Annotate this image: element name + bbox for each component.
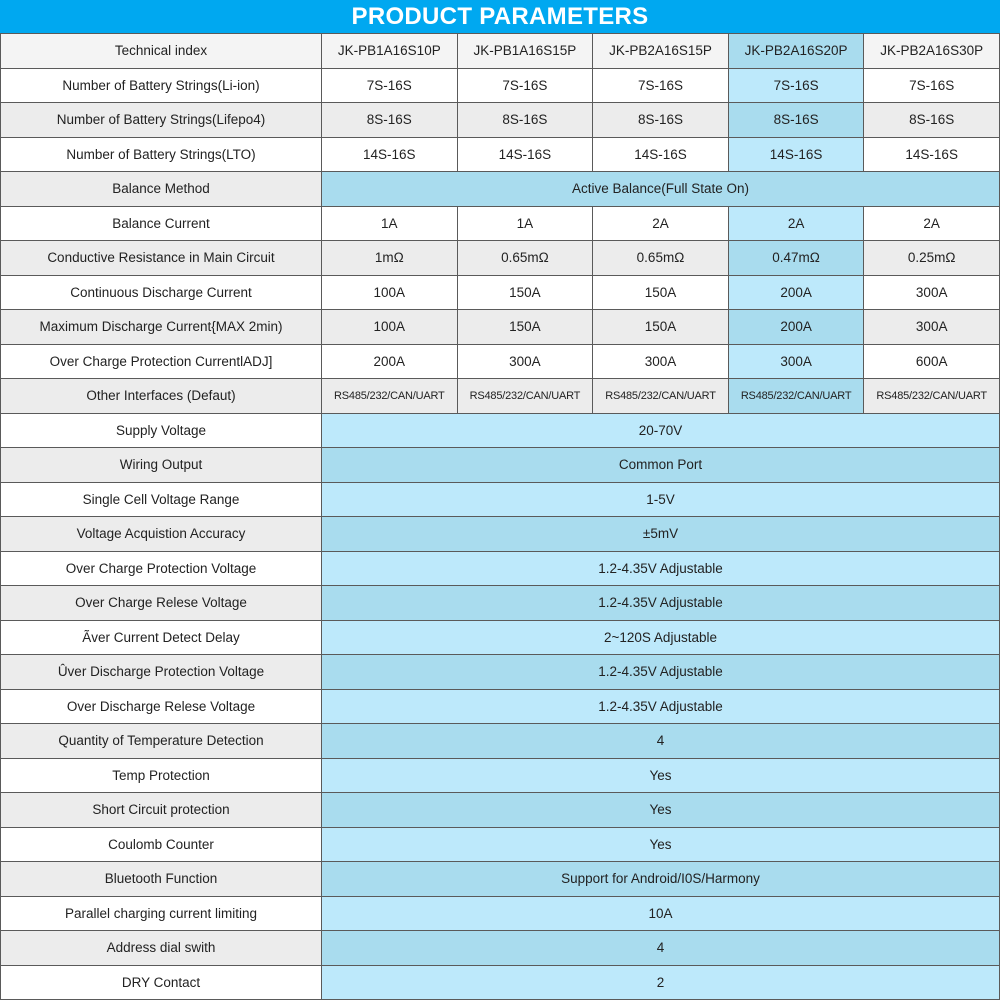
model-column-header: JK-PB2A16S15P: [593, 34, 729, 69]
row-label: Supply Voltage: [1, 413, 322, 448]
row-label: Short Circuit protection: [1, 793, 322, 828]
table-cell: 8S-16S: [457, 103, 593, 138]
table-cell: 8S-16S: [593, 103, 729, 138]
model-column-header: JK-PB2A16S30P: [864, 34, 1000, 69]
table-cell: 0.47mΩ: [728, 241, 864, 276]
row-label: Number of Battery Strings(Lifepo4): [1, 103, 322, 138]
shared-value-cell: Common Port: [322, 448, 1000, 483]
table-cell: 100A: [322, 310, 458, 345]
row-label: Ãver Current Detect Delay: [1, 620, 322, 655]
table-cell: 7S-16S: [864, 68, 1000, 103]
table-cell: 200A: [322, 344, 458, 379]
table-row: [1, 896, 1000, 931]
table-cell: 1mΩ: [322, 241, 458, 276]
table-row: [1, 655, 1000, 690]
table-cell: 1A: [322, 206, 458, 241]
shared-value-cell: 2: [322, 965, 1000, 1000]
table-row: [1, 965, 1000, 1000]
row-label: Voltage Acquistion Accuracy: [1, 517, 322, 552]
table-row: [1, 310, 1000, 345]
row-label: Over Discharge Relese Voltage: [1, 689, 322, 724]
row-label: Balance Method: [1, 172, 322, 207]
row-label: Over Charge Protection Voltage: [1, 551, 322, 586]
table-cell: 300A: [728, 344, 864, 379]
row-label: Wiring Output: [1, 448, 322, 483]
table-cell: 0.25mΩ: [864, 241, 1000, 276]
table-cell: 200A: [728, 275, 864, 310]
table-cell: 7S-16S: [322, 68, 458, 103]
table-cell: 200A: [728, 310, 864, 345]
model-column-header-highlighted: JK-PB2A16S20P: [728, 34, 864, 69]
table-cell: 14S-16S: [322, 137, 458, 172]
table-row: [1, 379, 1000, 414]
table-row: [1, 620, 1000, 655]
table-cell: 14S-16S: [457, 137, 593, 172]
table-row: [1, 827, 1000, 862]
table-cell: 7S-16S: [728, 68, 864, 103]
row-label: Coulomb Counter: [1, 827, 322, 862]
row-label: Maximum Discharge Current{MAX 2min): [1, 310, 322, 345]
shared-value-cell: 1.2-4.35V Adjustable: [322, 689, 1000, 724]
shared-value-cell: 1.2-4.35V Adjustable: [322, 551, 1000, 586]
table-cell: 2A: [728, 206, 864, 241]
table-header-row: [1, 34, 1000, 69]
shared-value-cell: Yes: [322, 827, 1000, 862]
table-cell: RS485/232/CAN/UART: [593, 379, 729, 414]
shared-value-cell: Support for Android/I0S/Harmony: [322, 862, 1000, 897]
table-cell: 7S-16S: [593, 68, 729, 103]
shared-value-cell: 4: [322, 724, 1000, 759]
model-column-header: JK-PB1A16S10P: [322, 34, 458, 69]
table-cell: 300A: [457, 344, 593, 379]
table-cell: RS485/232/CAN/UART: [322, 379, 458, 414]
row-label: Other Interfaces (Defaut): [1, 379, 322, 414]
table-cell: 2A: [864, 206, 1000, 241]
table-cell: 7S-16S: [457, 68, 593, 103]
table-row: [1, 103, 1000, 138]
table-cell: 600A: [864, 344, 1000, 379]
shared-value-cell: 1.2-4.35V Adjustable: [322, 586, 1000, 621]
table-row: [1, 448, 1000, 483]
table-row: [1, 172, 1000, 207]
row-label: Temp Protection: [1, 758, 322, 793]
page-title: PRODUCT PARAMETERS: [0, 0, 1000, 33]
row-label: Balance Current: [1, 206, 322, 241]
row-label: Quantity of Temperature Detection: [1, 724, 322, 759]
shared-value-cell: 20-70V: [322, 413, 1000, 448]
shared-value-cell: 1.2-4.35V Adjustable: [322, 655, 1000, 690]
row-label: Ûver Discharge Protection Voltage: [1, 655, 322, 690]
table-row: [1, 931, 1000, 966]
table-cell: 14S-16S: [728, 137, 864, 172]
table-cell: 150A: [593, 310, 729, 345]
model-column-header: JK-PB1A16S15P: [457, 34, 593, 69]
table-cell: 150A: [457, 310, 593, 345]
row-label: Parallel charging current limiting: [1, 896, 322, 931]
table-row: [1, 241, 1000, 276]
table-cell: 1A: [457, 206, 593, 241]
table-row: [1, 551, 1000, 586]
shared-value-cell: 1-5V: [322, 482, 1000, 517]
header-label: Technical index: [1, 34, 322, 69]
shared-value-cell: Yes: [322, 793, 1000, 828]
table-cell: 300A: [864, 310, 1000, 345]
row-label: Number of Battery Strings(LTO): [1, 137, 322, 172]
table-cell: 300A: [864, 275, 1000, 310]
table-row: [1, 793, 1000, 828]
table-row: [1, 724, 1000, 759]
shared-value-cell: 2~120S Adjustable: [322, 620, 1000, 655]
table-row: [1, 689, 1000, 724]
table-cell: 150A: [457, 275, 593, 310]
table-cell: 100A: [322, 275, 458, 310]
table-row: [1, 206, 1000, 241]
row-label: Address dial swith: [1, 931, 322, 966]
table-cell: 2A: [593, 206, 729, 241]
table-row: [1, 275, 1000, 310]
table-cell: 0.65mΩ: [593, 241, 729, 276]
table-row: [1, 344, 1000, 379]
table-row: [1, 862, 1000, 897]
row-label: DRY Contact: [1, 965, 322, 1000]
table-cell: 8S-16S: [728, 103, 864, 138]
table-cell: 8S-16S: [864, 103, 1000, 138]
table-row: [1, 68, 1000, 103]
shared-value-cell: 4: [322, 931, 1000, 966]
row-label: Bluetooth Function: [1, 862, 322, 897]
shared-value-cell: Active Balance(Full State On): [322, 172, 1000, 207]
table-cell: RS485/232/CAN/UART: [728, 379, 864, 414]
table-cell: 14S-16S: [864, 137, 1000, 172]
table-row: [1, 413, 1000, 448]
shared-value-cell: ±5mV: [322, 517, 1000, 552]
table-cell: 150A: [593, 275, 729, 310]
table-cell: RS485/232/CAN/UART: [457, 379, 593, 414]
table-cell: 8S-16S: [322, 103, 458, 138]
table-row: [1, 482, 1000, 517]
row-label: Continuous Discharge Current: [1, 275, 322, 310]
shared-value-cell: Yes: [322, 758, 1000, 793]
table-row: [1, 137, 1000, 172]
table-row: [1, 758, 1000, 793]
shared-value-cell: 10A: [322, 896, 1000, 931]
table-cell: 14S-16S: [593, 137, 729, 172]
row-label: Number of Battery Strings(Li-ion): [1, 68, 322, 103]
row-label: Single Cell Voltage Range: [1, 482, 322, 517]
table-row: [1, 586, 1000, 621]
table-cell: 0.65mΩ: [457, 241, 593, 276]
row-label: Over Charge Relese Voltage: [1, 586, 322, 621]
table-cell: RS485/232/CAN/UART: [864, 379, 1000, 414]
table-row: [1, 517, 1000, 552]
product-parameters-table: [0, 33, 1000, 1000]
row-label: Over Charge Protection CurrentlADJ]: [1, 344, 322, 379]
table-cell: 300A: [593, 344, 729, 379]
row-label: Conductive Resistance in Main Circuit: [1, 241, 322, 276]
